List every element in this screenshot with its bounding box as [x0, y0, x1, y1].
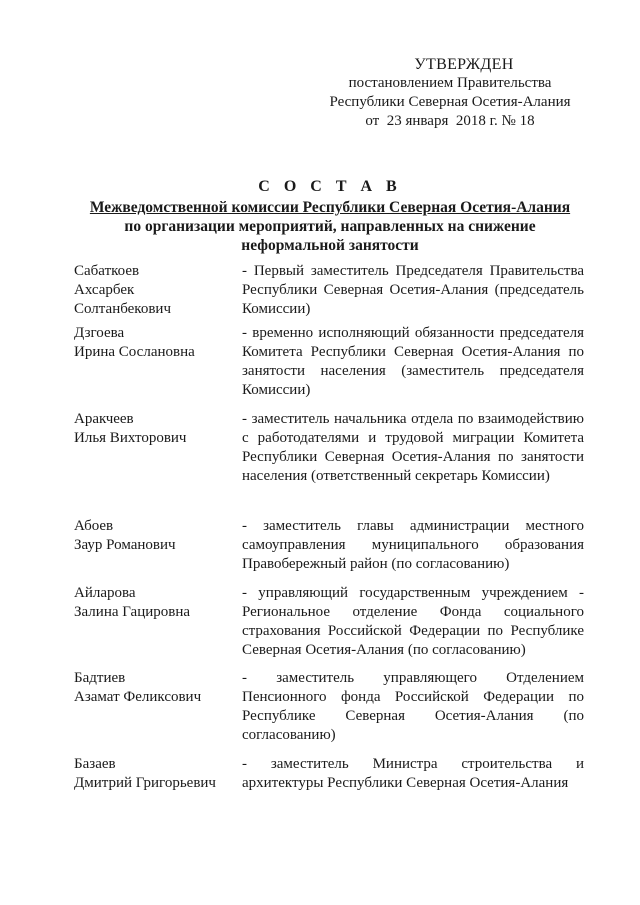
member-role: - временно исполняющий обязанности председателя Комитета Республики Северная Осетия-Алания по занятости населения (заместитель председателя Комиссии) — [242, 325, 584, 398]
member-name: Бадтиев Азамат Феликсович — [74, 670, 202, 705]
member-role: - заместитель Министра строительства и архитектуры Республики Северная Осетия-Алания — [242, 756, 584, 791]
heading-line-2: по организации мероприятий, направленных на снижение — [124, 218, 536, 235]
member-name: Абоев Заур Романович — [74, 518, 176, 553]
member-role: - заместитель управляющего Отделением Пенсионного фонда Российской Федерации по Республике Северная Осетия-Алания (по согласованию) — [242, 670, 584, 743]
approval-title: УТВЕРЖДЕН — [414, 56, 514, 73]
member-name: Дзгоева Ирина Сослановна — [74, 325, 195, 360]
member-role: - заместитель главы администрации местного самоуправления муниципального образования Правобережный район (по согласованию) — [242, 518, 584, 572]
approval-line-3: от 23 января 2018 г. № 18 — [365, 113, 535, 129]
member-name: Базаев Дмитрий Григорьевич — [74, 756, 216, 791]
member-name: Сабаткоев Ахсарбек Солтанбекович — [74, 263, 171, 317]
member-role: - Первый заместитель Председателя Правительства Республики Северная Осетия-Алания (председатель Комиссии) — [242, 263, 584, 317]
approval-stamp — [300, 55, 600, 131]
member-role: - управляющий государственным учреждением - Региональное отделение Фонда социального страхования Российской Федерации по Республике Северная Осетия-Алания (по согласованию) — [242, 585, 584, 658]
heading-line-1: Межведомственной комиссии Республики Северная Осетия-Алания — [89, 199, 571, 216]
heading-line-3: неформальной занятости — [241, 237, 419, 254]
approval-line-1: постановлением Правительства — [348, 75, 552, 91]
member-name: Айларова Залина Гацировна — [74, 585, 191, 620]
member-name: Аракчеев Илья Вихторович — [74, 411, 187, 446]
document-heading — [40, 177, 620, 255]
heading-sostav: С О С Т А В — [258, 178, 402, 195]
approval-line-2: Республики Северная Осетия-Алания — [329, 94, 571, 110]
member-role: - заместитель начальника отдела по взаимодействию с работодателями и трудовой миграции Комитета Республики Северная Осетия-Алания по занятости населения (ответственный секретарь Комиссии) — [242, 411, 584, 484]
